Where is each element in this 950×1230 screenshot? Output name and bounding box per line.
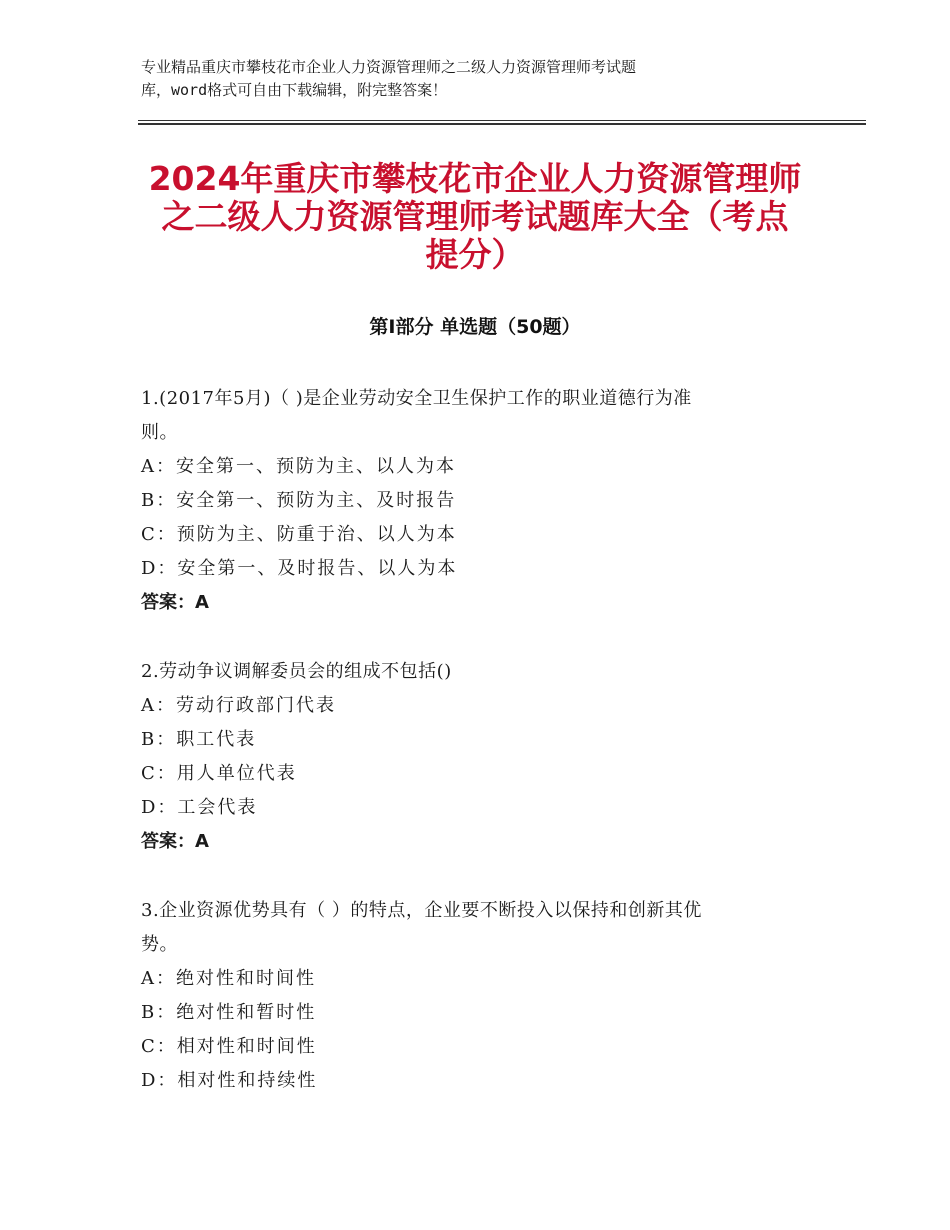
question-stem: 2.劳动争议调解委员会的组成不包括()	[141, 661, 452, 682]
option-d: D：安全第一、及时报告、以人为本	[141, 558, 458, 579]
question-stem: 3.企业资源优势具有（ ）的特点，企业要不断投入以保持和创新其优	[141, 900, 702, 921]
option-b: B：绝对性和暂时性	[141, 1002, 317, 1023]
section-title: 第Ⅰ部分 单选题（50题）	[369, 316, 581, 338]
question-stem: 则。	[141, 422, 178, 443]
document-title	[100, 160, 850, 274]
question-stem: 1.(2017年5月)（ )是企业劳动安全卫生保护工作的职业道德行为准	[141, 388, 692, 409]
header-divider	[138, 123, 866, 125]
question-1	[141, 382, 821, 620]
question-3	[141, 894, 821, 1098]
question-2	[141, 655, 821, 859]
option-c: C：用人单位代表	[141, 763, 297, 784]
title-line: 提分）	[425, 235, 525, 274]
title-line: 之二级人力资源管理师考试题库大全（考点	[161, 197, 789, 236]
header-note	[141, 56, 841, 102]
option-d: D：工会代表	[141, 797, 258, 818]
question-stem: 势。	[141, 934, 178, 955]
option-d: D：相对性和持续性	[141, 1070, 318, 1091]
title-line: 2024年重庆市攀枝花市企业人力资源管理师	[148, 159, 802, 198]
option-b: B：职工代表	[141, 729, 257, 750]
option-b: B：安全第一、预防为主、及时报告	[141, 490, 457, 511]
option-c: C：预防为主、防重于治、以人为本	[141, 524, 457, 545]
header-divider	[138, 120, 866, 121]
answer-label: 答案：A	[141, 592, 209, 613]
answer-label: 答案：A	[141, 831, 209, 852]
header-note-line: 库，word格式可自由下载编辑，附完整答案！	[141, 81, 448, 99]
option-a: A：劳动行政部门代表	[141, 695, 336, 716]
header-note-line: 专业精品重庆市攀枝花市企业人力资源管理师之二级人力资源管理师考试题	[141, 58, 637, 76]
question-list	[141, 382, 821, 1133]
option-a: A：绝对性和时间性	[141, 968, 316, 989]
option-a: A：安全第一、预防为主、以人为本	[141, 456, 456, 477]
option-c: C：相对性和时间性	[141, 1036, 317, 1057]
